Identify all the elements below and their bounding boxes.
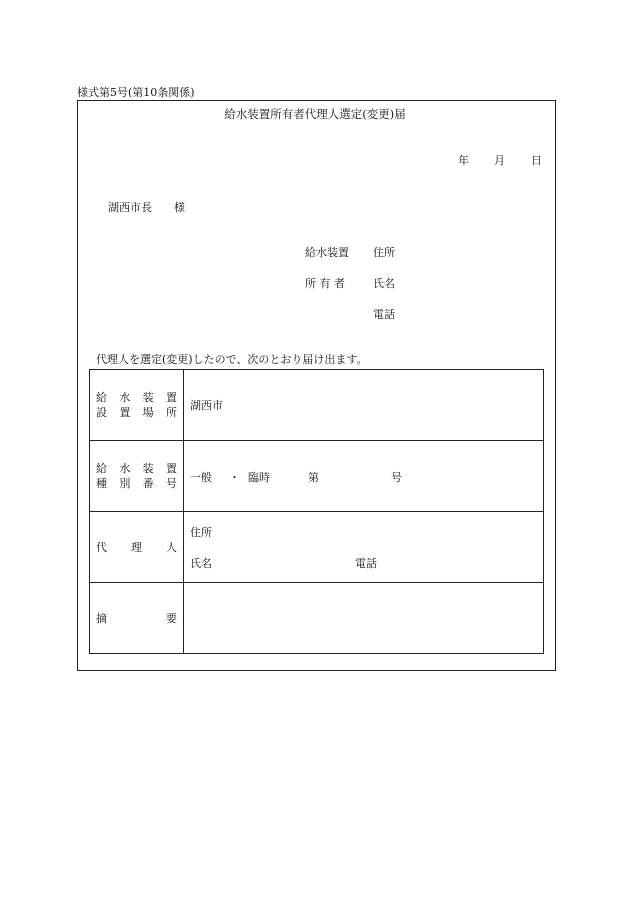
number-suffix: 号	[391, 470, 402, 484]
notice-text: 代理人を選定(変更)したので、次のとおり届け出ます。	[96, 353, 368, 366]
date-month-label: 月	[494, 154, 505, 167]
type-separator: ・	[229, 470, 240, 484]
agent-name-label: 氏名	[190, 557, 212, 570]
device-type-number-field[interactable]	[184, 441, 544, 512]
label-line: 摘 要	[96, 611, 177, 625]
agent-phone-label: 電話	[355, 557, 377, 570]
table-row	[90, 370, 544, 441]
date-year-label: 年	[458, 154, 469, 167]
date-day-label: 日	[531, 154, 542, 167]
label-line: 設 置 場 所	[96, 406, 177, 419]
number-prefix: 第	[308, 470, 319, 484]
owner-phone-label: 電話	[373, 308, 395, 321]
owner-name-label: 氏名	[373, 277, 395, 290]
table-row	[90, 441, 544, 512]
install-location-value: 湖西市	[190, 399, 223, 412]
addressee-name: 湖西市長	[108, 201, 152, 214]
table-row	[90, 512, 544, 583]
owner-address-label: 住所	[373, 246, 395, 259]
remarks-field[interactable]	[184, 583, 544, 654]
label-line: 代 理 人	[96, 540, 177, 554]
label-line: 給 水 装 置	[96, 391, 177, 404]
install-location-label	[90, 370, 184, 441]
addressee-honorific: 様	[174, 201, 185, 214]
date-line	[458, 152, 542, 168]
device-type-number-label	[90, 441, 184, 512]
remarks-label	[90, 583, 184, 654]
agent-field[interactable]	[184, 512, 544, 583]
owner-label-line1: 給水装置	[305, 246, 349, 259]
table-row	[90, 583, 544, 654]
install-location-field[interactable]	[184, 370, 544, 441]
label-line: 種 別 番 号	[96, 477, 177, 490]
detail-table	[89, 369, 544, 654]
form-title: 給水装置所有者代理人選定(変更)届	[224, 107, 406, 121]
form-note: 様式第5号(第10条関係)	[77, 86, 195, 99]
agent-label	[90, 512, 184, 583]
type-temporary[interactable]: 臨時	[248, 470, 270, 484]
agent-address-label: 住所	[190, 526, 212, 539]
owner-label-line2: 所 有 者	[305, 277, 345, 290]
addressee	[108, 199, 185, 215]
label-line: 給 水 装 置	[96, 462, 177, 475]
type-general[interactable]: 一般	[190, 470, 212, 484]
